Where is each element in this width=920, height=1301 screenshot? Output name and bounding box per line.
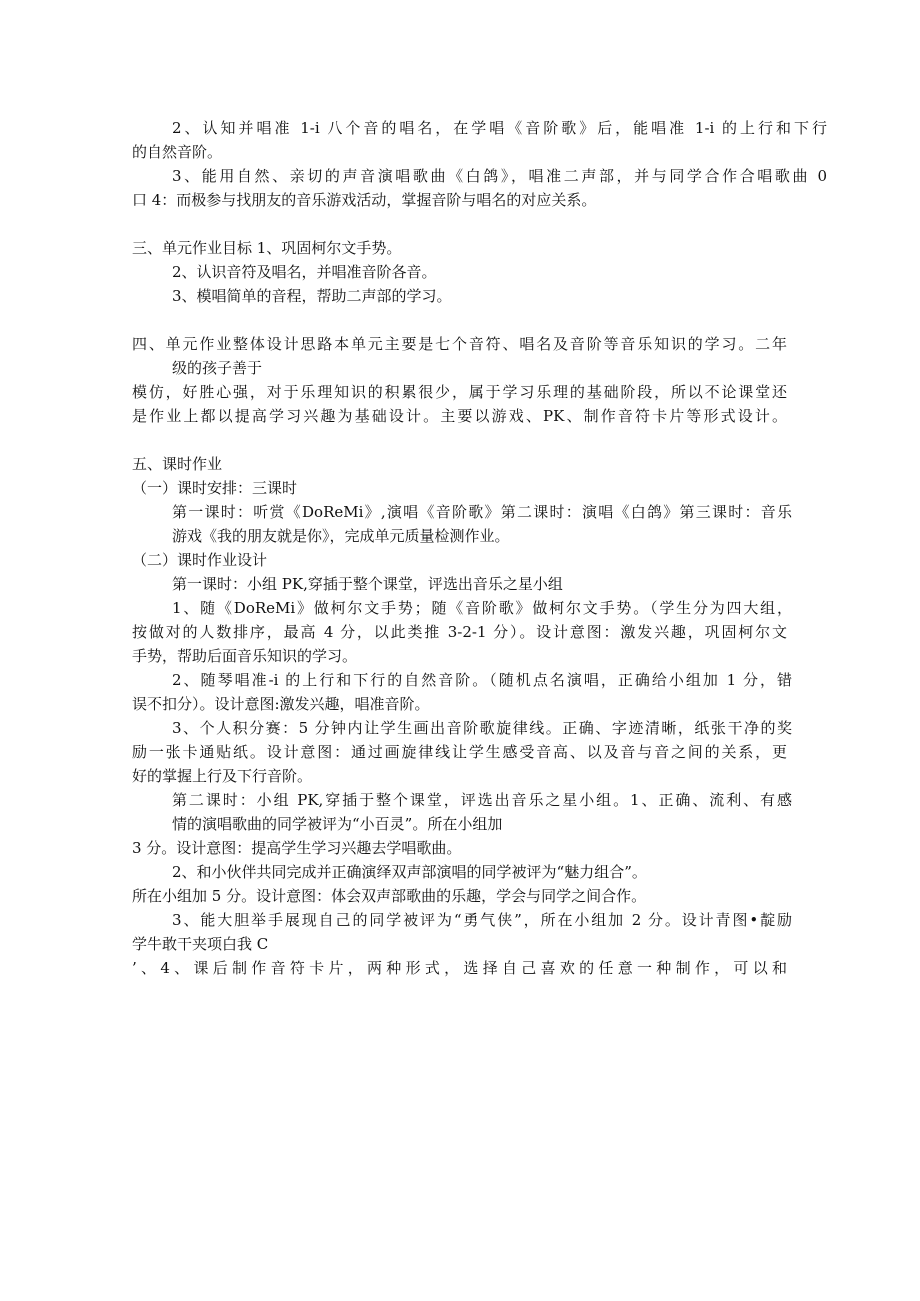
text-line: 3、能用自然、亲切的声音演唱歌曲《白鸽》，唱准二声部，并与同学合作合唱歌曲 0 [172,167,827,185]
text-line: 3、个人积分赛：5 分钟内让学生画出音阶歌旋律线。正确、字迹清晰，纸张干净的奖 [172,719,792,737]
text-line: 级的孩子善于 [172,359,263,377]
text-line: 所在小组加 5 分。设计意图：体会双声部歌曲的乐趣，学会与同学之间合作。 [132,887,647,905]
text-line: 3、能大胆举手展现自己的同学被评为“勇气侠”，所在小组加 2 分。设计青图•靛励 [172,911,792,929]
text-line: 情的演唱歌曲的同学被评为“小百灵”。所在小组加 [172,815,503,833]
text-line: 3、模唱简单的音程，帮助二声部的学习。 [172,287,452,305]
subsection-heading: （一）课时安排：三课时 [132,479,298,497]
text-line: 第一课时：听赏《DoReMi》,演唱《音阶歌》第二课时：演唱《白鸽》第三课时：音乐 [172,503,792,521]
text-line: 误不扣分）。设计意图:激发兴趣，唱准音阶。 [132,695,430,713]
text-line: 1、随《DoReMi》做柯尔文手势；随《音阶歌》做柯尔文手势。（学生分为四大组， [172,599,792,617]
section-heading: 五、课时作业 [132,455,223,473]
text-line: 第二课时：小组 PK,穿插于整个课堂，评选出音乐之星小组。1、正确、流利、有感 [172,791,792,809]
text-line: 2、和小伙伴共同完成并正确演绎双声部演唱的同学被评为“魅力组合”。 [172,863,647,881]
text-line: 是作业上都以提高学习兴趣为基础设计。主要以游戏、PK、制作音符卡片等形式设计。 [132,407,787,425]
text-line: 口 4：而极参与找朋友的音乐游戏活动，掌握音阶与唱名的对应关系。 [132,191,597,209]
text-line: 2、认识音符及唱名，并唱准音阶各音。 [172,263,437,281]
text-line: ’、4、课后制作音符卡片，两种形式，选择自己喜欢的任意一种制作，可以和 [132,959,787,977]
section-heading: 四、单元作业整体设计思路本单元主要是七个音符、唱名及音阶等音乐知识的学习。二年 [132,335,787,353]
subsection-heading: （二）课时作业设计 [132,551,268,569]
text-line: 手势，帮助后面音乐知识的学习。 [132,647,358,665]
text-line: 3 分。设计意图：提高学生学习兴趣去学唱歌曲。 [132,839,462,857]
text-line: 游戏《我的朋友就是你》，完成单元质量检测作业。 [172,527,510,545]
text-line: 第一课时：小组 PK,穿插于整个课堂，评选出音乐之星小组 [172,575,563,593]
text-line: 的自然音阶。 [132,143,223,161]
text-line: 好的掌握上行及下行音阶。 [132,767,313,785]
text-line: 模仿，好胜心强，对于乐理知识的积累很少，属于学习乐理的基础阶段，所以不论课堂还 [132,383,787,401]
text-line: 2、认知并唱准 1-i 八个音的唱名，在学唱《音阶歌》后，能唱准 1-i 的上行和下行 [172,119,827,137]
text-line: 励一张卡通贴纸。设计意图：通过画旋律线让学生感受音高、以及音与音之间的关系，更 [132,743,787,761]
text-line: 学牛敢干夹项白我 C [132,935,269,953]
text-line: 按做对的人数排序，最高 4 分，以此类推 3-2-1 分）。设计意图：激发兴趣，巩固柯尔文 [132,623,787,641]
section-heading: 三、单元作业目标 1、巩固柯尔文手势。 [132,239,402,257]
text-line: 2、随琴唱准-i 的上行和下行的自然音阶。（随机点名演唱，正确给小组加 1 分，错 [172,671,792,689]
